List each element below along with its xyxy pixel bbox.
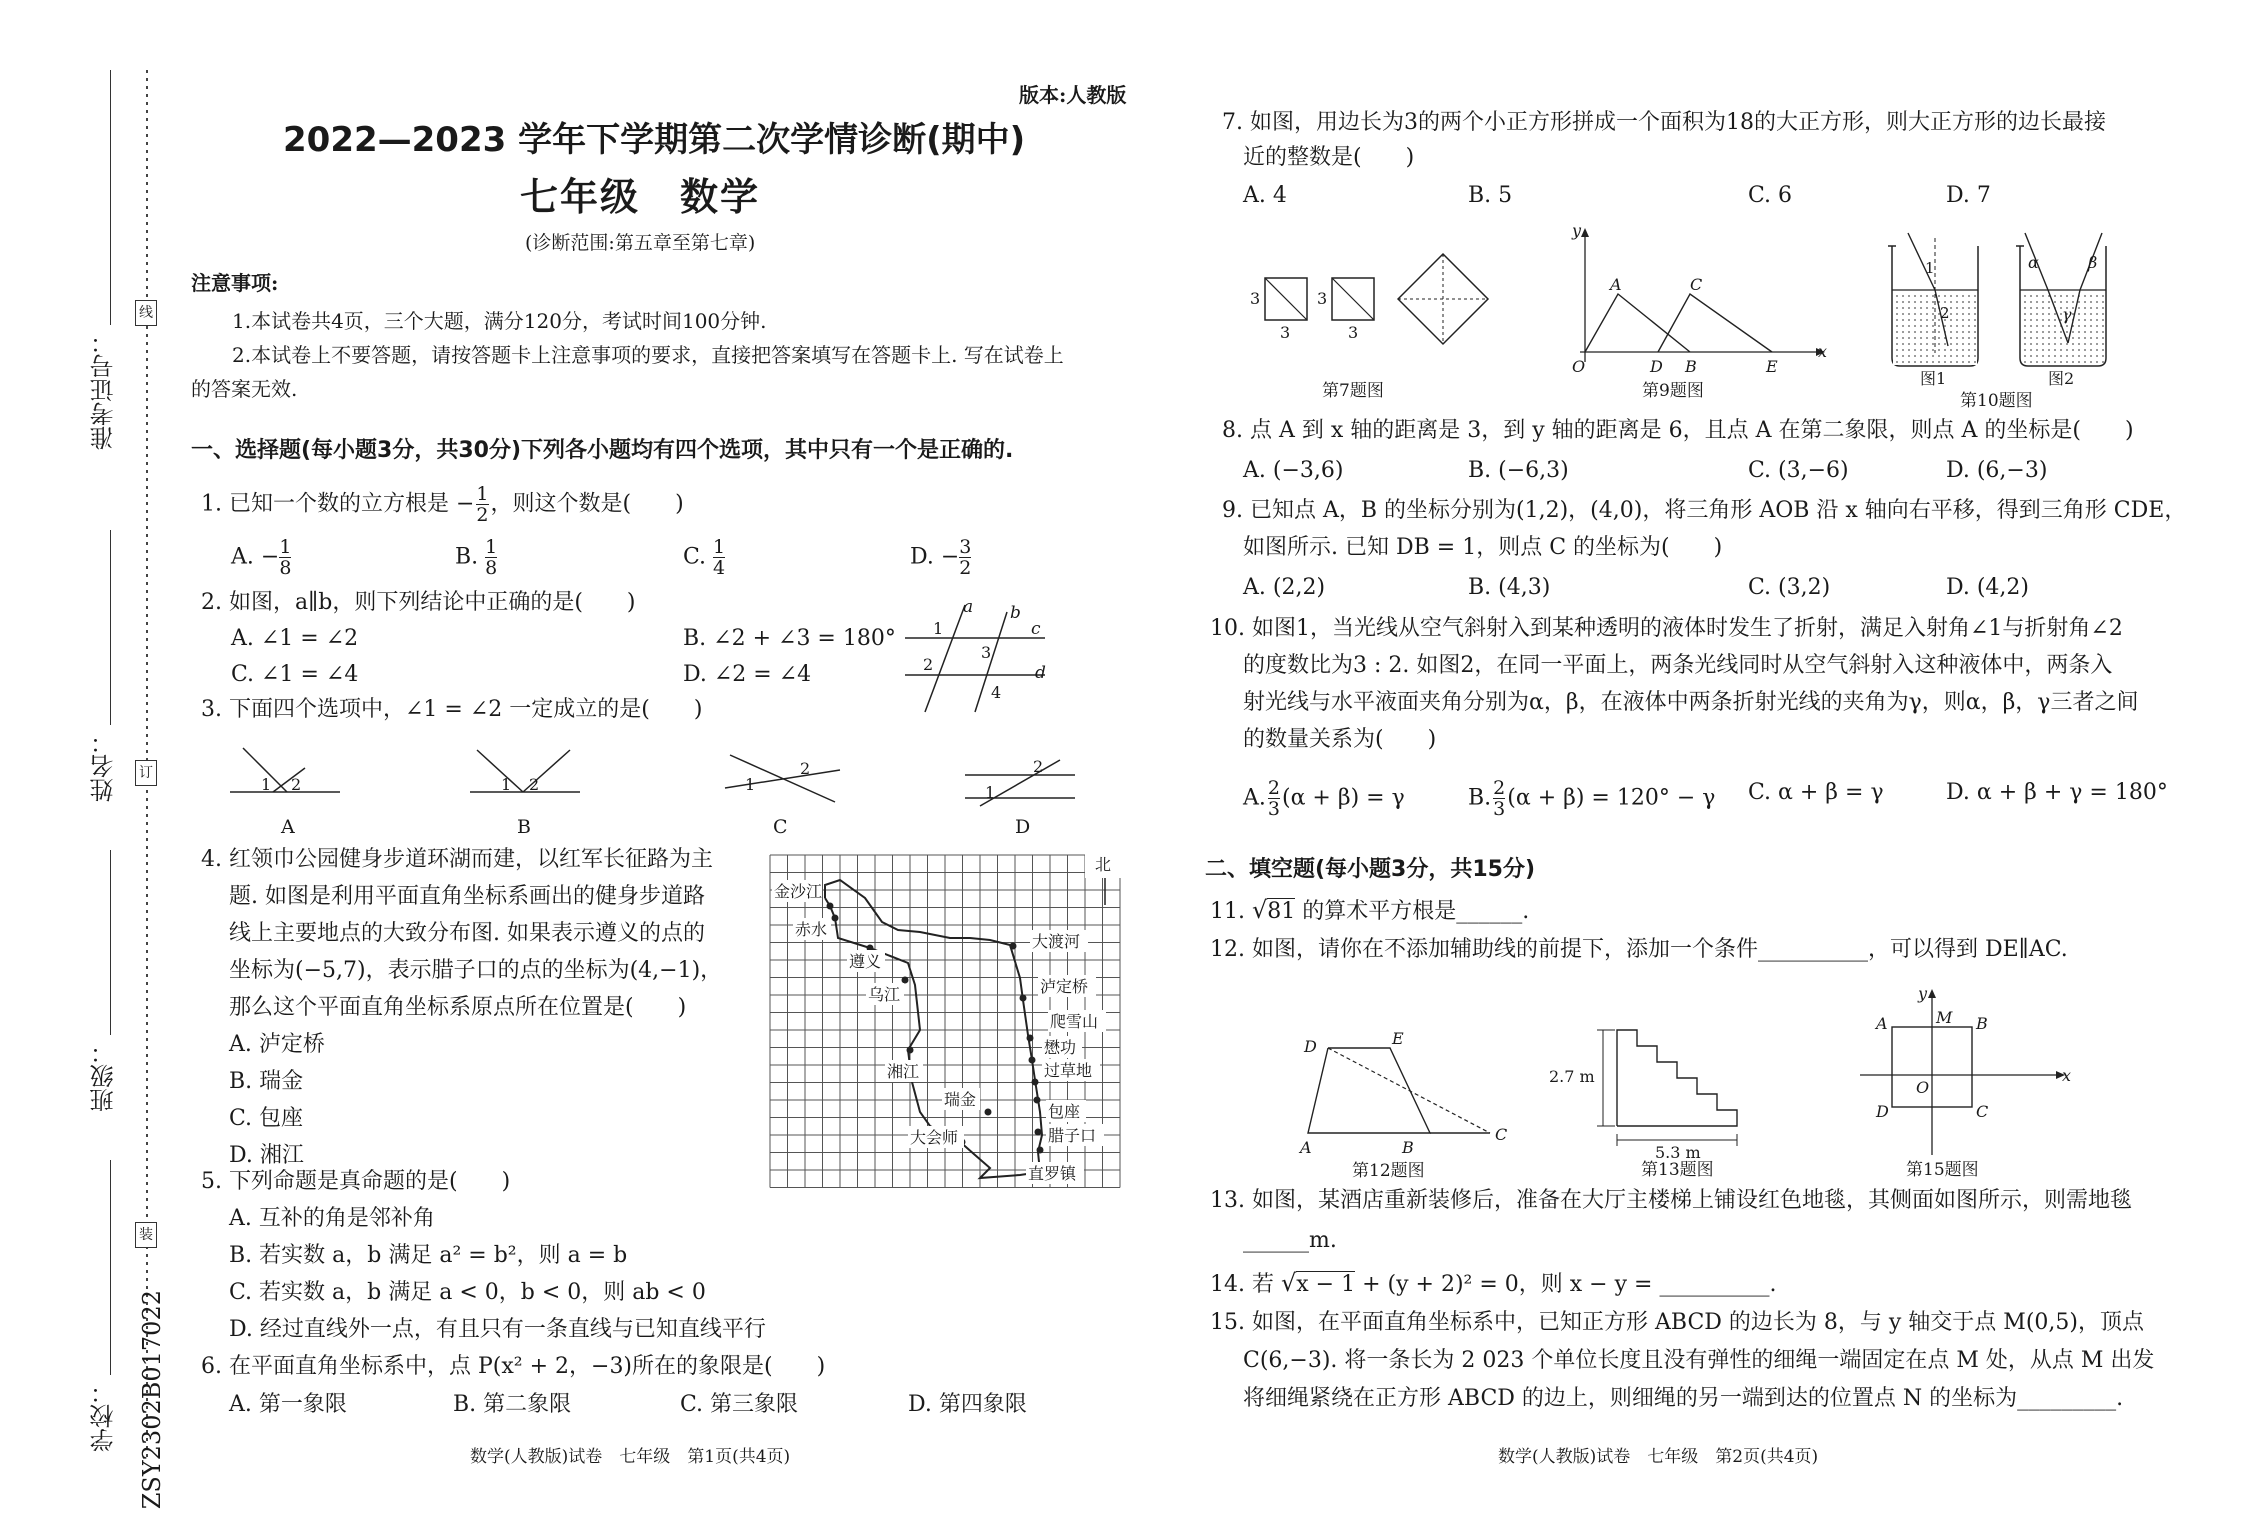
svg-text:2: 2 bbox=[529, 775, 540, 794]
q7-figure bbox=[1240, 250, 1500, 400]
exam-number-label: 准考证号： bbox=[90, 330, 118, 450]
q4-map-dahuishi: 大会师 bbox=[910, 1128, 959, 1147]
q4-option-c[interactable]: C. 包座 bbox=[229, 1106, 304, 1131]
q4-map-chishui: 赤水 bbox=[795, 920, 828, 939]
svg-text:2: 2 bbox=[1940, 304, 1950, 322]
q6-option-c[interactable]: C. 第三象限 bbox=[680, 1392, 799, 1417]
q4-map-north: 北 bbox=[1095, 855, 1112, 874]
paper-code: ZSY2302B017022 bbox=[138, 1290, 166, 1510]
svg-text:E: E bbox=[1766, 357, 1778, 376]
q4-map-daduhe: 大渡河 bbox=[1032, 932, 1081, 951]
exam-number-field[interactable] bbox=[110, 70, 111, 325]
q2-angle-4: 4 bbox=[991, 683, 1002, 702]
q14-radicand: x − 1 bbox=[1296, 1272, 1356, 1297]
q4-map-wujiang: 乌江 bbox=[868, 985, 901, 1004]
q9-figure bbox=[1550, 222, 1830, 400]
page-2-footer: 数学(人教版)试卷 七年级 第2页(共4页) bbox=[1498, 1447, 1819, 1467]
q10-beaker-1 bbox=[1888, 233, 1978, 366]
q15-stem-2: C(6,−3). 将一条长为 2 023 个单位长度且没有弹性的细绳一端固定在点 M 处，从点 M 出发 bbox=[1243, 1348, 2155, 1373]
q7-option-a[interactable]: A. 4 bbox=[1243, 183, 1287, 208]
q2-figure bbox=[895, 597, 1065, 720]
q3-figures bbox=[225, 740, 1075, 840]
svg-text:1: 1 bbox=[745, 775, 756, 794]
svg-text:图2: 图2 bbox=[2048, 369, 2075, 388]
q9-option-b[interactable]: B. (4,3) bbox=[1468, 575, 1551, 600]
q10-stem-4: 的数量关系为( ) bbox=[1243, 727, 1437, 752]
svg-text:γ: γ bbox=[2062, 305, 2072, 324]
seal-line-mark: 线 bbox=[135, 300, 157, 326]
q1-option-d[interactable]: D. − $\frac{3}{2}$ bbox=[910, 536, 972, 579]
q4-stem-3: 线上主要地点的大致分布图. 如果表示遵义的点的 bbox=[229, 921, 705, 946]
q1-frac-num: 1 bbox=[476, 483, 489, 505]
q8-option-d[interactable]: D. (6,−3) bbox=[1946, 458, 2048, 483]
svg-text:图1: 图1 bbox=[1920, 369, 1947, 388]
q4-map-lazikou: 腊子口 bbox=[1048, 1126, 1097, 1145]
q5-stem: 5. 下列命题是真命题的是( ) bbox=[201, 1169, 511, 1194]
q5-option-a[interactable]: A. 互补的角是邻补角 bbox=[229, 1206, 435, 1231]
svg-text:2: 2 bbox=[291, 775, 302, 794]
svg-text:2.7 m: 2.7 m bbox=[1549, 1067, 1595, 1086]
q5-option-c[interactable]: C. 若实数 a，b 满足 a < 0，b < 0，则 ab < 0 bbox=[229, 1280, 706, 1305]
scope-note: (诊断范围:第五章至第七章) bbox=[525, 232, 756, 254]
q2-option-b[interactable]: B. ∠2 + ∠3 = 180° bbox=[683, 626, 896, 651]
notice-item-2a: 2.本试卷上不要答题，请按答题卡上注意事项的要求，直接把答案填写在答题卡上. 写在试卷上 bbox=[232, 343, 1064, 367]
svg-text:B: B bbox=[1685, 357, 1697, 376]
q7-side-3: 3 bbox=[1317, 289, 1328, 308]
q15-stem-1: 15. 如图，在平面直角坐标系中，已知正方形 ABCD 的边长为 8，与 y 轴交于点 M(0,5)，顶点 bbox=[1210, 1310, 2144, 1335]
svg-text:1: 1 bbox=[985, 783, 996, 802]
q15-caption: 第15题图 bbox=[1906, 1160, 1979, 1180]
q7-stem-1: 7. 如图，用边长为3的两个小正方形拼成一个面积为18的大正方形，则大正方形的边长最接 bbox=[1222, 110, 2106, 135]
q2-angle-1: 1 bbox=[933, 619, 944, 638]
svg-text:O: O bbox=[1572, 357, 1586, 376]
q11-stem: 11. √81 的算术平方根是______. bbox=[1210, 896, 1530, 924]
notice-heading: 注意事项: bbox=[191, 271, 279, 295]
svg-text:1: 1 bbox=[261, 775, 272, 794]
q8-option-c[interactable]: C. (3,−6) bbox=[1748, 458, 1849, 483]
q9-stem-1: 9. 已知点 A，B 的坐标分别为(1,2)，(4,0)，将三角形 AOB 沿 x 轴向右平移，得到三角形 CDE， bbox=[1222, 498, 2187, 523]
q4-option-d[interactable]: D. 湘江 bbox=[229, 1143, 304, 1168]
q9-option-c[interactable]: C. (3,2) bbox=[1748, 575, 1831, 600]
school-label: 学校： bbox=[90, 1380, 118, 1452]
svg-text:y: y bbox=[1572, 221, 1582, 240]
q7-side-4: 3 bbox=[1348, 323, 1359, 342]
q2-option-d[interactable]: D. ∠2 = ∠4 bbox=[683, 662, 812, 687]
q7-stem-2: 近的整数是( ) bbox=[1243, 145, 1415, 170]
q10-stem-3: 射光线与水平液面夹角分别为α，β，在液体中两条折射光线的夹角为γ，则α，β，γ三者之间 bbox=[1243, 690, 2139, 715]
q12-stem: 12. 如图，请你在不添加辅助线的前提下，添加一个条件__________，可以得到 DE∥AC. bbox=[1210, 937, 2068, 962]
q12-figure bbox=[1290, 1028, 1520, 1181]
q12-caption: 第12题图 bbox=[1352, 1161, 1425, 1181]
svg-text:C: C bbox=[1690, 275, 1703, 294]
svg-text:x: x bbox=[1818, 342, 1828, 361]
q10-beaker-2 bbox=[2016, 233, 2106, 366]
q2-label-c: c bbox=[1031, 619, 1041, 639]
q1-option-a[interactable]: A. − $\frac{1}{8}$ bbox=[231, 536, 292, 579]
q4-option-a[interactable]: A. 泸定桥 bbox=[229, 1032, 325, 1057]
svg-text:5.3 m: 5.3 m bbox=[1655, 1143, 1701, 1162]
q13-stem-2: ______m. bbox=[1243, 1228, 1337, 1253]
q10-option-c[interactable]: C. α + β = γ bbox=[1748, 780, 1884, 805]
q7-side-2: 3 bbox=[1280, 323, 1291, 342]
q8-option-a[interactable]: A. (−3,6) bbox=[1243, 458, 1344, 483]
q4-map bbox=[770, 850, 1130, 1205]
section-2-heading: 二、填空题(每小题3分，共15分) bbox=[1205, 857, 1536, 882]
q1-stem: 1. 已知一个数的立方根是 − $\frac{1}{2}$ ，则这个数是( ) bbox=[201, 483, 684, 526]
svg-text:D: D bbox=[1876, 1102, 1889, 1121]
svg-text:1: 1 bbox=[1925, 259, 1935, 277]
q9-option-a[interactable]: A. (2,2) bbox=[1243, 575, 1326, 600]
q3-fig-b bbox=[470, 750, 580, 838]
svg-text:O: O bbox=[1916, 1078, 1930, 1097]
q1-option-b[interactable]: B. $\frac{1}{8}$ bbox=[455, 536, 498, 579]
q15-stem-3: 将细绳紧绕在正方形 ABCD 的边上，则细绳的另一端到达的位置点 N 的坐标为_________. bbox=[1243, 1386, 2124, 1411]
q6-option-a[interactable]: A. 第一象限 bbox=[229, 1392, 347, 1417]
svg-text:A: A bbox=[1876, 1014, 1888, 1033]
q10-option-a[interactable]: A. $\frac{2}{3}$ (α + β) = γ bbox=[1243, 777, 1405, 820]
name-label: 姓名： bbox=[90, 730, 118, 802]
q2-angle-2: 2 bbox=[923, 655, 934, 674]
subject-title: 七年级 数学 bbox=[520, 175, 761, 219]
q14-stem: 14. 若 √x − 1 + (y + 2)² = 0，则 x − y = __________. bbox=[1210, 1269, 1777, 1297]
svg-text:A: A bbox=[1610, 275, 1622, 294]
q1-frac-den: 2 bbox=[476, 504, 489, 526]
q3-fig-a bbox=[230, 748, 340, 838]
svg-text:C: C bbox=[1976, 1102, 1989, 1121]
school-field[interactable] bbox=[110, 1160, 111, 1375]
q4-map-caodi: 过草地 bbox=[1044, 1061, 1093, 1080]
section-1-heading: 一、选择题(每小题3分，共30分)下列各小题均有四个选项，其中只有一个是正确的. bbox=[191, 438, 1014, 463]
svg-text:A: A bbox=[1300, 1138, 1312, 1157]
svg-text:C: C bbox=[1495, 1125, 1508, 1144]
name-field[interactable] bbox=[110, 530, 111, 725]
q2-label-a: a bbox=[963, 597, 974, 617]
q3-label-c: C bbox=[773, 816, 788, 838]
q13-caption: 第13题图 bbox=[1641, 1160, 1714, 1180]
q6-stem: 6. 在平面直角坐标系中，点 P(x² + 2，−3)所在的象限是( ) bbox=[201, 1354, 826, 1379]
q7-option-b[interactable]: B. 5 bbox=[1468, 183, 1513, 208]
q3-label-d: D bbox=[1015, 816, 1031, 838]
q4-map-jinshajiang: 金沙江 bbox=[774, 882, 823, 901]
q2-label-d: d bbox=[1035, 663, 1046, 683]
q9-caption: 第9题图 bbox=[1642, 381, 1704, 401]
svg-text:D: D bbox=[1304, 1037, 1317, 1056]
q3-label-a: A bbox=[281, 816, 295, 838]
q10-option-b[interactable]: B. $\frac{2}{3}$ (α + β) = 120° − γ bbox=[1468, 777, 1716, 820]
svg-text:x: x bbox=[2062, 1066, 2072, 1085]
svg-text:M: M bbox=[1936, 1008, 1953, 1027]
class-label: 班级： bbox=[90, 1040, 118, 1112]
q4-map-maogong: 懋功 bbox=[1044, 1038, 1077, 1057]
q10-stem-1: 10. 如图1，当光线从空气斜射入到某种透明的液体时发生了折射，满足入射角∠1与折射角∠2 bbox=[1210, 616, 2123, 641]
q6-option-b[interactable]: B. 第二象限 bbox=[453, 1392, 572, 1417]
q9-option-d[interactable]: D. (4,2) bbox=[1946, 575, 2029, 600]
exam-title: 2022—2023 学年下学期第二次学情诊断(期中) bbox=[283, 120, 1026, 160]
q10-stem-2: 的度数比为3 : 2. 如图2，在同一平面上，两条光线同时从空气斜射入这种液体中，两条入 bbox=[1243, 653, 2113, 678]
q3-fig-c bbox=[725, 755, 840, 838]
q7-option-d[interactable]: D. 7 bbox=[1946, 183, 1991, 208]
q5-option-b[interactable]: B. 若实数 a，b 满足 a² = b²，则 a = b bbox=[229, 1243, 628, 1268]
svg-text:α: α bbox=[2028, 253, 2039, 272]
q2-option-a[interactable]: A. ∠1 = ∠2 bbox=[231, 626, 359, 651]
q8-stem: 8. 点 A 到 x 轴的距离是 3，到 y 轴的距离是 6，且点 A 在第二象限，则点 A 的坐标是( ) bbox=[1222, 418, 2134, 443]
q4-map-jiaxueshan: 爬雪山 bbox=[1050, 1012, 1099, 1031]
q8-option-b[interactable]: B. (−6,3) bbox=[1468, 458, 1569, 483]
svg-text:D: D bbox=[1650, 357, 1663, 376]
q2-stem: 2. 如图，a∥b，则下列结论中正确的是( ) bbox=[201, 590, 636, 615]
q3-stem: 3. 下面四个选项中，∠1 = ∠2 一定成立的是( ) bbox=[201, 697, 703, 722]
q6-option-d[interactable]: D. 第四象限 bbox=[908, 1392, 1027, 1417]
svg-text:E: E bbox=[1392, 1029, 1404, 1048]
q4-stem-5: 那么这个平面直角坐标系原点所在位置是( ) bbox=[229, 995, 687, 1020]
q2-label-b: b bbox=[1010, 603, 1021, 623]
q3-label-b: B bbox=[517, 816, 531, 838]
svg-text:B: B bbox=[1402, 1138, 1414, 1157]
q11-radicand: 81 bbox=[1267, 899, 1296, 924]
q4-map-ludingqiao: 泸定桥 bbox=[1040, 977, 1089, 996]
q9-stem-2: 如图所示. 已知 DB = 1，则点 C 的坐标为( ) bbox=[1243, 535, 1723, 560]
q7-caption: 第7题图 bbox=[1322, 381, 1384, 401]
version-label: 版本:人教版 bbox=[1019, 83, 1127, 107]
page-1-footer: 数学(人教版)试卷 七年级 第1页(共4页) bbox=[470, 1447, 791, 1467]
svg-text:y: y bbox=[1918, 984, 1928, 1003]
q7-side-1: 3 bbox=[1250, 289, 1261, 308]
q13-stem-1: 13. 如图，某酒店重新装修后，准备在大厅主楼梯上铺设红色地毯，其侧面如图所示，则需地毯 bbox=[1210, 1188, 2132, 1213]
q4-stem-2: 题. 如图是利用平面直角坐标系画出的健身步道路 bbox=[229, 884, 705, 909]
svg-text:β: β bbox=[2088, 253, 2098, 272]
notice-item-2b: 的答案无效. bbox=[191, 377, 298, 401]
notice-item-1: 1.本试卷共4页，三个大题，满分120分，考试时间100分钟. bbox=[232, 309, 767, 333]
q10-caption: 第10题图 bbox=[1960, 391, 2033, 411]
q4-map-zunyi: 遵义 bbox=[849, 952, 882, 971]
class-field[interactable] bbox=[110, 850, 111, 1035]
q2-option-c[interactable]: C. ∠1 = ∠4 bbox=[231, 662, 359, 687]
svg-text:2: 2 bbox=[1033, 757, 1044, 776]
q3-fig-d bbox=[965, 757, 1075, 838]
q4-stem-1: 4. 红领巾公园健身步道环湖而建，以红军长征路为主 bbox=[201, 847, 713, 872]
q10-option-d[interactable]: D. α + β + γ = 180° bbox=[1946, 780, 2168, 805]
q4-option-b[interactable]: B. 瑞金 bbox=[229, 1069, 304, 1094]
seal-zhuang-mark: 装 bbox=[135, 1222, 157, 1248]
q13-figure bbox=[1549, 1018, 1815, 1180]
q5-option-d[interactable]: D. 经过直线外一点，有且只有一条直线与已知直线平行 bbox=[229, 1317, 766, 1342]
q4-map-baozuo: 包座 bbox=[1048, 1102, 1081, 1121]
q15-figure bbox=[1850, 985, 2070, 1178]
q10-figure bbox=[1880, 228, 2140, 411]
svg-text:2: 2 bbox=[800, 759, 811, 778]
q4-map-xiangjiang: 湘江 bbox=[887, 1062, 920, 1081]
q4-map-ruijin: 瑞金 bbox=[944, 1090, 977, 1109]
q4-map-zhiluozhen: 直罗镇 bbox=[1028, 1164, 1077, 1183]
q7-option-c[interactable]: C. 6 bbox=[1748, 183, 1793, 208]
svg-text:B: B bbox=[1976, 1014, 1988, 1033]
q1-option-c[interactable]: C. $\frac{1}{4}$ bbox=[683, 536, 726, 579]
seal-ding-mark: 订 bbox=[135, 760, 157, 786]
svg-text:1: 1 bbox=[501, 775, 512, 794]
q2-angle-3: 3 bbox=[981, 643, 992, 662]
q4-stem-4: 坐标为(−5,7)，表示腊子口的点的坐标为(4,−1)， bbox=[229, 958, 723, 983]
